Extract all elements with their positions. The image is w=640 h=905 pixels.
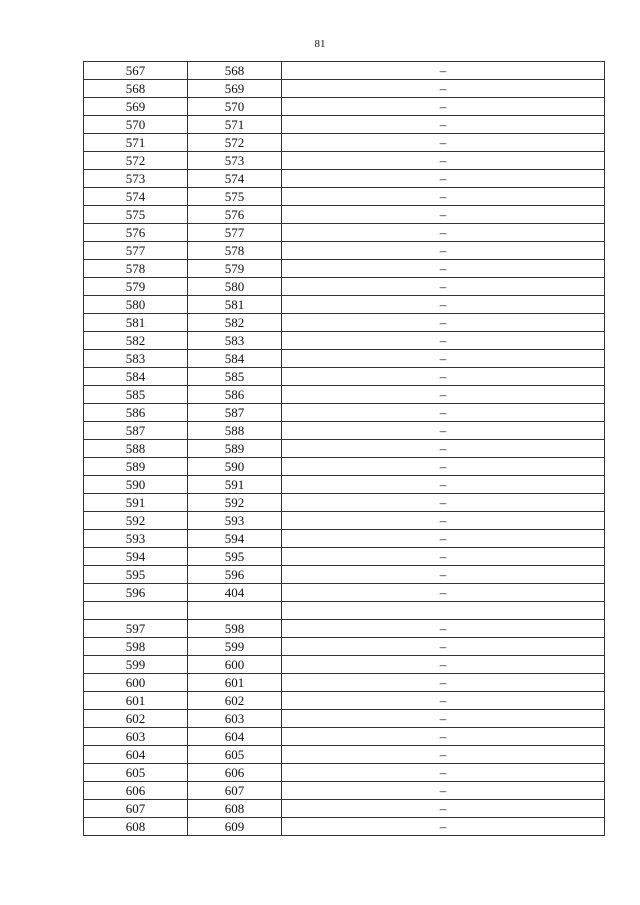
cell-number-from: 604 [84, 746, 188, 764]
cell-number-to: 577 [188, 224, 282, 242]
cell-value: – [282, 152, 605, 170]
cell-value: – [282, 170, 605, 188]
cell-number-from: 587 [84, 422, 188, 440]
table-row [84, 62, 605, 80]
cell-number-from: 581 [84, 314, 188, 332]
table-row [84, 710, 605, 728]
cell-number-to: 602 [188, 692, 282, 710]
cell-value: – [282, 188, 605, 206]
cell-number-from: 588 [84, 440, 188, 458]
cell-value: – [282, 116, 605, 134]
cell-value: – [282, 332, 605, 350]
cell-number-from: 586 [84, 404, 188, 422]
cell-number-to: 590 [188, 458, 282, 476]
cell-number-to: 599 [188, 638, 282, 656]
cell-number-from: 590 [84, 476, 188, 494]
cell-value: – [282, 368, 605, 386]
cell-value: – [282, 800, 605, 818]
cell-value: – [282, 530, 605, 548]
table-row [84, 296, 605, 314]
cell-number-to: 568 [188, 62, 282, 80]
cell-number-from: 595 [84, 566, 188, 584]
cell-number-to: 595 [188, 548, 282, 566]
cell-number-to: 592 [188, 494, 282, 512]
table-row [84, 530, 605, 548]
cell-number-from: 603 [84, 728, 188, 746]
cell-number-to: 598 [188, 620, 282, 638]
cell-number-from: 584 [84, 368, 188, 386]
table-row [84, 638, 605, 656]
cell-number-from: 580 [84, 296, 188, 314]
cell-number-from: 598 [84, 638, 188, 656]
cell-number-from: 585 [84, 386, 188, 404]
cell-value: – [282, 242, 605, 260]
table-row [84, 116, 605, 134]
cell-number-to: 572 [188, 134, 282, 152]
cell-number-to: 584 [188, 350, 282, 368]
cell-number-to: 570 [188, 98, 282, 116]
cell-value: – [282, 224, 605, 242]
cell-number-to: 591 [188, 476, 282, 494]
cell-number-from: 606 [84, 782, 188, 800]
cell-number-from: 570 [84, 116, 188, 134]
cell-number-from: 567 [84, 62, 188, 80]
cell-number-to: 607 [188, 782, 282, 800]
cell-value: – [282, 98, 605, 116]
cell-number-to: 609 [188, 818, 282, 836]
cell-number-from: 596 [84, 584, 188, 602]
table-row [84, 656, 605, 674]
table-row [84, 494, 605, 512]
cell-value: – [282, 620, 605, 638]
table-row [84, 260, 605, 278]
cell-number-to: 581 [188, 296, 282, 314]
cell-value: – [282, 638, 605, 656]
cell-value: – [282, 296, 605, 314]
cell-value: – [282, 404, 605, 422]
cell-number-to: 576 [188, 206, 282, 224]
cell-number-from: 579 [84, 278, 188, 296]
cell-value: – [282, 512, 605, 530]
cell-number-to: 404 [188, 584, 282, 602]
cell-number-to: 601 [188, 674, 282, 692]
cell-value: – [282, 314, 605, 332]
table-row [84, 314, 605, 332]
cell-value: – [282, 62, 605, 80]
cell-value: – [282, 566, 605, 584]
cell-number-to: 600 [188, 656, 282, 674]
cell-number-from: 594 [84, 548, 188, 566]
table-row [84, 404, 605, 422]
table-row [84, 674, 605, 692]
cell-number-to: 603 [188, 710, 282, 728]
table-row [84, 224, 605, 242]
cell-number-to: 586 [188, 386, 282, 404]
cell-number-from: 607 [84, 800, 188, 818]
table-row [84, 692, 605, 710]
table-row [84, 512, 605, 530]
cell-number-from: 592 [84, 512, 188, 530]
cell-value: – [282, 476, 605, 494]
cell-number-from: 608 [84, 818, 188, 836]
table-row [84, 242, 605, 260]
cell-number-to: 579 [188, 260, 282, 278]
cell-number-from: 600 [84, 674, 188, 692]
cell-number-from: 602 [84, 710, 188, 728]
cell-number-to: 608 [188, 800, 282, 818]
cell-blank [188, 602, 282, 620]
cell-number-to: 575 [188, 188, 282, 206]
cell-number-to: 583 [188, 332, 282, 350]
cell-number-to: 574 [188, 170, 282, 188]
cell-number-from: 572 [84, 152, 188, 170]
cell-value: – [282, 134, 605, 152]
cell-number-to: 596 [188, 566, 282, 584]
cell-number-from: 573 [84, 170, 188, 188]
table-row [84, 584, 605, 602]
cell-number-to: 578 [188, 242, 282, 260]
cell-number-to: 573 [188, 152, 282, 170]
cell-number-from: 599 [84, 656, 188, 674]
table-row [84, 782, 605, 800]
table-row [84, 818, 605, 836]
cell-value: – [282, 710, 605, 728]
table-row [84, 188, 605, 206]
table-row [84, 170, 605, 188]
cell-number-to: 585 [188, 368, 282, 386]
cell-number-to: 582 [188, 314, 282, 332]
cell-number-to: 606 [188, 764, 282, 782]
table-row [84, 620, 605, 638]
table-row-blank [84, 602, 605, 620]
cell-value: – [282, 278, 605, 296]
table-row [84, 98, 605, 116]
cell-number-to: 594 [188, 530, 282, 548]
cell-number-from: 577 [84, 242, 188, 260]
table-row [84, 152, 605, 170]
cell-value: – [282, 422, 605, 440]
cell-value: – [282, 584, 605, 602]
cell-number-to: 580 [188, 278, 282, 296]
cell-value: – [282, 728, 605, 746]
table-row [84, 386, 605, 404]
cell-number-from: 575 [84, 206, 188, 224]
cell-value: – [282, 692, 605, 710]
cell-value: – [282, 746, 605, 764]
table-row [84, 332, 605, 350]
page-number: 81 [314, 38, 326, 50]
table-row [84, 764, 605, 782]
cell-number-to: 604 [188, 728, 282, 746]
table-row [84, 134, 605, 152]
cell-value: – [282, 782, 605, 800]
cell-value: – [282, 80, 605, 98]
cell-number-from: 574 [84, 188, 188, 206]
table-row [84, 440, 605, 458]
cell-number-from: 571 [84, 134, 188, 152]
cell-number-from: 597 [84, 620, 188, 638]
cell-number-from: 569 [84, 98, 188, 116]
cell-blank [282, 602, 605, 620]
cell-value: – [282, 674, 605, 692]
table-row [84, 206, 605, 224]
table-row [84, 80, 605, 98]
cell-number-to: 588 [188, 422, 282, 440]
cell-value: – [282, 656, 605, 674]
data-table [83, 61, 605, 836]
cell-number-to: 593 [188, 512, 282, 530]
table-row [84, 800, 605, 818]
table-row [84, 548, 605, 566]
cell-number-to: 571 [188, 116, 282, 134]
cell-number-to: 587 [188, 404, 282, 422]
cell-number-from: 601 [84, 692, 188, 710]
cell-value: – [282, 260, 605, 278]
table-row [84, 422, 605, 440]
cell-value: – [282, 764, 605, 782]
cell-number-from: 605 [84, 764, 188, 782]
cell-number-from: 578 [84, 260, 188, 278]
cell-number-from: 583 [84, 350, 188, 368]
cell-value: – [282, 206, 605, 224]
table-row [84, 746, 605, 764]
table-body [84, 62, 605, 836]
cell-value: – [282, 440, 605, 458]
cell-number-from: 576 [84, 224, 188, 242]
table-row [84, 350, 605, 368]
cell-value: – [282, 386, 605, 404]
cell-number-from: 582 [84, 332, 188, 350]
cell-number-from: 568 [84, 80, 188, 98]
table-row [84, 368, 605, 386]
cell-value: – [282, 818, 605, 836]
cell-number-from: 591 [84, 494, 188, 512]
table-row [84, 476, 605, 494]
cell-value: – [282, 350, 605, 368]
cell-number-to: 589 [188, 440, 282, 458]
cell-value: – [282, 494, 605, 512]
cell-number-from: 589 [84, 458, 188, 476]
table-row [84, 458, 605, 476]
table-row [84, 278, 605, 296]
cell-blank [84, 602, 188, 620]
cell-number-from: 593 [84, 530, 188, 548]
cell-number-to: 605 [188, 746, 282, 764]
table-row [84, 728, 605, 746]
table-row [84, 566, 605, 584]
cell-value: – [282, 548, 605, 566]
cell-value: – [282, 458, 605, 476]
cell-number-to: 569 [188, 80, 282, 98]
